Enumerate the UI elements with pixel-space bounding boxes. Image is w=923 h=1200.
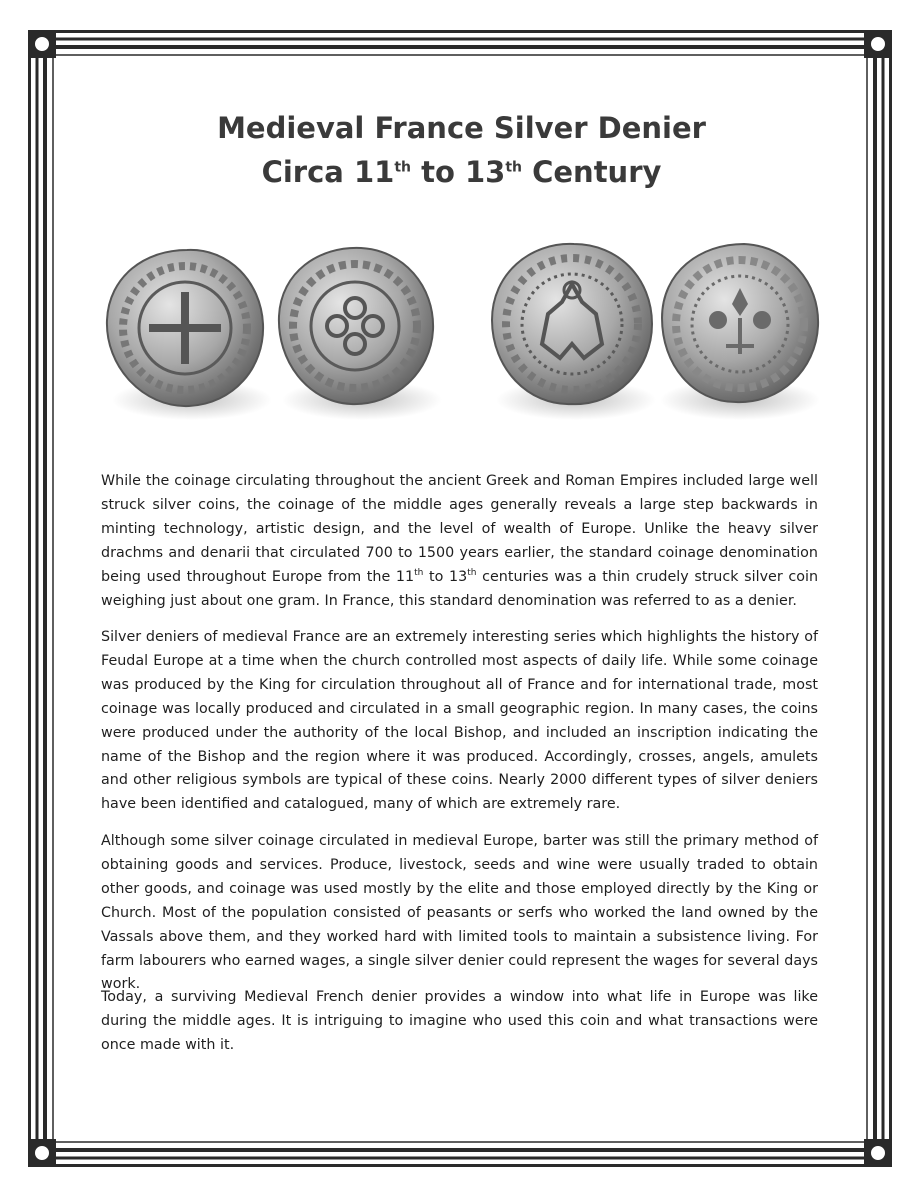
page-title	[0, 106, 923, 194]
title-line-1: Medieval France Silver Denier	[217, 111, 706, 145]
paragraph-3: Although some silver coinage circulated in medieval Europe, barter was still the primary method of obtaining goods and services. Produce, livestock, seeds and wine were usually traded to obtain other goods, and coinage was used mostly by the elite and those employed directly by the King or Church. Most of the population consisted of peasants or serfs who worked the land owned by the Vassals above them, and they worked hard with limited tools to maintain a subsistence living. For farm labourers who earned wages, a single silver denier could represent the wages for several days work.	[101, 833, 818, 993]
coin-3	[492, 244, 652, 404]
coin-4	[662, 244, 818, 402]
paragraph-4: Today, a surviving Medieval French denier provides a window into what life in Europe was like during the middle ages. It is intriguing to imagine who used this coin and what transactions were once made with it.	[101, 989, 818, 1053]
coin-1	[107, 250, 263, 406]
paragraph-2: Silver deniers of medieval France are an extremely interesting series which highlights the history of Feudal Europe at a time when the church controlled most aspects of daily life. While some coinage was produced by the King for circulation throughout all of France and for international trade, most coinage was locally produced and circulated in a small geographic region. In many cases, the coins were produced under the authority of the local Bishop, and included an inscription indicating the name of the Bishop and the region where it was produced. Accordingly, crosses, angels, amulets and other religious symbols are typical of these coins. Nearly 2000 different types of silver deniers have been identified and catalogued, many of which are extremely rare.	[101, 629, 818, 813]
paragraph-1: While the coinage circulating throughout the ancient Greek and Roman Empires included large well struck silver coins, the coinage of the middle ages generally reveals a large step backwards in minting technology, artistic design, and the level of wealth of Europe. Unlike the heavy silver drachms and denarii that circulated 700 to 1500 years earlier, the standard coinage denomination being used throughout Europe from the 11th to 13th centuries was a thin crudely struck silver coin weighing just about one gram. In France, this standard denomination was referred to as a denier.	[101, 473, 819, 609]
coins-photo	[100, 240, 830, 430]
coin-2	[279, 248, 433, 404]
title-line-2: Circa 11th to 13th Century	[261, 155, 662, 189]
